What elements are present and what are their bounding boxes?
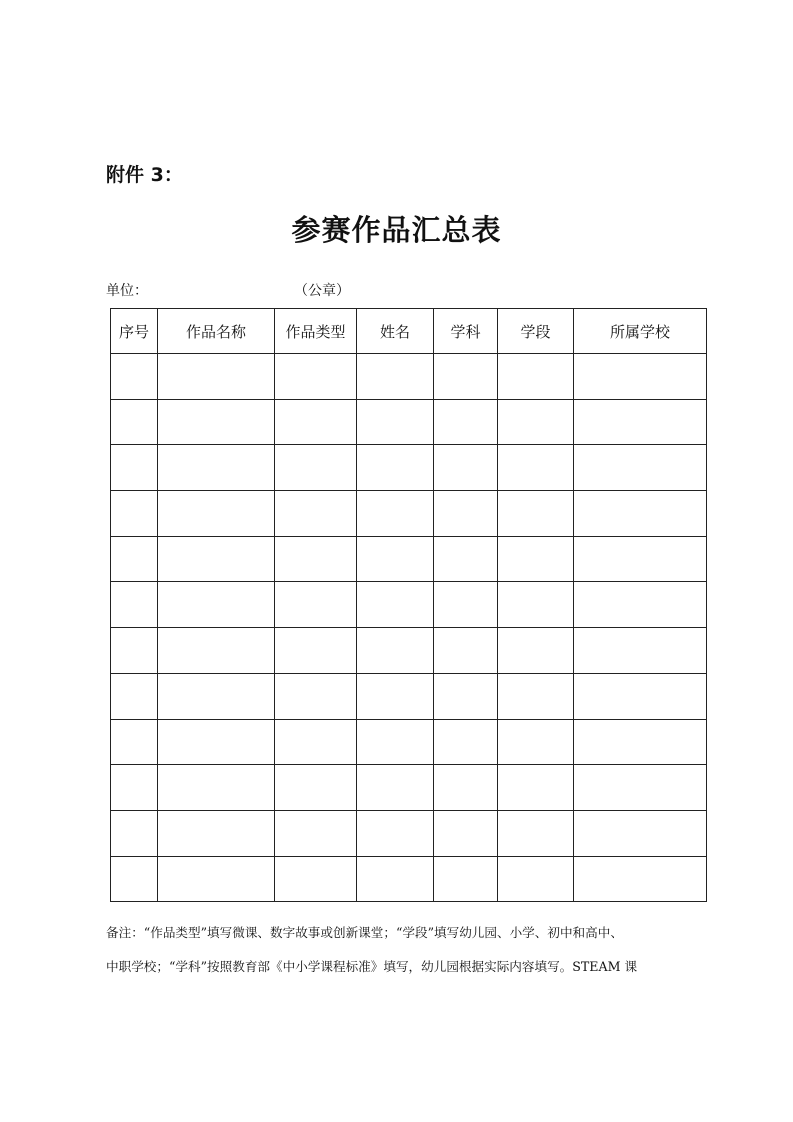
- header-index: 序号: [111, 309, 158, 354]
- unit-row: [106, 280, 706, 300]
- table-cell[interactable]: [357, 536, 434, 582]
- table-cell[interactable]: [357, 491, 434, 537]
- table-cell[interactable]: [434, 810, 498, 856]
- table-row: [111, 856, 707, 902]
- table-cell[interactable]: [434, 582, 498, 628]
- table-cell[interactable]: [574, 673, 707, 719]
- table-cell[interactable]: [158, 354, 275, 400]
- table-cell[interactable]: [498, 810, 574, 856]
- table-cell[interactable]: [158, 765, 275, 811]
- table-cell[interactable]: [158, 673, 275, 719]
- table-cell[interactable]: [498, 765, 574, 811]
- header-school: 所属学校: [574, 309, 707, 354]
- table-cell[interactable]: [158, 628, 275, 674]
- table-cell[interactable]: [111, 536, 158, 582]
- attachment-label: 附件 3：: [106, 164, 183, 186]
- table-cell[interactable]: [158, 445, 275, 491]
- table-cell[interactable]: [111, 354, 158, 400]
- table-cell[interactable]: [275, 719, 357, 765]
- table-row: [111, 719, 707, 765]
- table-cell[interactable]: [357, 445, 434, 491]
- table-cell[interactable]: [275, 491, 357, 537]
- table-row: [111, 354, 707, 400]
- table-cell[interactable]: [111, 582, 158, 628]
- table-cell[interactable]: [574, 582, 707, 628]
- table-cell[interactable]: [111, 856, 158, 902]
- table-cell[interactable]: [158, 536, 275, 582]
- table-cell[interactable]: [275, 582, 357, 628]
- table-cell[interactable]: [434, 719, 498, 765]
- table-cell[interactable]: [434, 856, 498, 902]
- table-row: [111, 810, 707, 856]
- table-cell[interactable]: [111, 399, 158, 445]
- table-cell[interactable]: [158, 719, 275, 765]
- header-subject: 学科: [434, 309, 498, 354]
- table-cell[interactable]: [574, 719, 707, 765]
- table-cell[interactable]: [498, 445, 574, 491]
- table-cell[interactable]: [574, 399, 707, 445]
- table-cell[interactable]: [111, 719, 158, 765]
- table-cell[interactable]: [498, 491, 574, 537]
- table-cell[interactable]: [434, 765, 498, 811]
- table-row: [111, 536, 707, 582]
- table-cell[interactable]: [111, 765, 158, 811]
- table-cell[interactable]: [498, 673, 574, 719]
- table-cell[interactable]: [158, 810, 275, 856]
- table-cell[interactable]: [111, 673, 158, 719]
- table-cell[interactable]: [111, 628, 158, 674]
- table-cell[interactable]: [158, 582, 275, 628]
- table-row: [111, 491, 707, 537]
- table-cell[interactable]: [158, 856, 275, 902]
- table-cell[interactable]: [574, 491, 707, 537]
- table-cell[interactable]: [434, 354, 498, 400]
- table-cell[interactable]: [357, 810, 434, 856]
- note: [106, 916, 718, 984]
- table-cell[interactable]: [275, 673, 357, 719]
- table-cell[interactable]: [111, 810, 158, 856]
- table-cell[interactable]: [158, 399, 275, 445]
- table-body: [111, 354, 707, 902]
- table-cell[interactable]: [498, 354, 574, 400]
- page-title: 参赛作品汇总表: [291, 213, 502, 247]
- table-row: [111, 582, 707, 628]
- table-cell[interactable]: [357, 628, 434, 674]
- table-cell[interactable]: [574, 445, 707, 491]
- table-cell[interactable]: [498, 536, 574, 582]
- table-cell[interactable]: [574, 856, 707, 902]
- seal-label: （公章）: [294, 283, 350, 299]
- table-cell[interactable]: [357, 673, 434, 719]
- note-line-2: 中职学校；“学科”按照教育部《中小学课程标准》填写，幼儿园根据实际内容填写。STEAM 课: [106, 959, 638, 974]
- table-cell[interactable]: [111, 445, 158, 491]
- table-row: [111, 673, 707, 719]
- table-cell[interactable]: [357, 765, 434, 811]
- unit-label: 单位：: [106, 283, 148, 299]
- note-line-1: 备注：“作品类型”填写微课、数字故事或创新课堂；“学段”填写幼儿园、小学、初中和高中、: [106, 925, 623, 940]
- table-cell[interactable]: [574, 765, 707, 811]
- table-cell[interactable]: [434, 399, 498, 445]
- table-cell[interactable]: [275, 765, 357, 811]
- table-row: [111, 628, 707, 674]
- table-cell[interactable]: [498, 719, 574, 765]
- table-cell[interactable]: [275, 810, 357, 856]
- table-cell[interactable]: [434, 491, 498, 537]
- table-cell[interactable]: [434, 536, 498, 582]
- table-cell[interactable]: [574, 536, 707, 582]
- table-cell[interactable]: [574, 810, 707, 856]
- table-row: [111, 765, 707, 811]
- table-cell[interactable]: [275, 354, 357, 400]
- table-cell[interactable]: [275, 399, 357, 445]
- table-cell[interactable]: [434, 628, 498, 674]
- table-cell[interactable]: [275, 856, 357, 902]
- table-cell[interactable]: [434, 673, 498, 719]
- table-cell[interactable]: [498, 856, 574, 902]
- table-cell[interactable]: [434, 445, 498, 491]
- table-cell[interactable]: [357, 582, 434, 628]
- table-cell[interactable]: [111, 491, 158, 537]
- summary-table: [110, 308, 707, 902]
- table-cell[interactable]: [357, 354, 434, 400]
- table-cell[interactable]: [275, 445, 357, 491]
- table-cell[interactable]: [275, 536, 357, 582]
- table-cell[interactable]: [357, 856, 434, 902]
- table-header-row: [111, 309, 707, 354]
- table-cell[interactable]: [574, 354, 707, 400]
- table-cell[interactable]: [357, 399, 434, 445]
- table-cell[interactable]: [158, 491, 275, 537]
- table-cell[interactable]: [357, 719, 434, 765]
- table-row: [111, 399, 707, 445]
- header-work-name: 作品名称: [158, 309, 275, 354]
- table-row: [111, 445, 707, 491]
- table-cell[interactable]: [498, 582, 574, 628]
- header-stage: 学段: [498, 309, 574, 354]
- table-cell[interactable]: [275, 628, 357, 674]
- table-cell[interactable]: [498, 399, 574, 445]
- table-cell[interactable]: [498, 628, 574, 674]
- header-work-type: 作品类型: [275, 309, 357, 354]
- header-name: 姓名: [357, 309, 434, 354]
- table-cell[interactable]: [574, 628, 707, 674]
